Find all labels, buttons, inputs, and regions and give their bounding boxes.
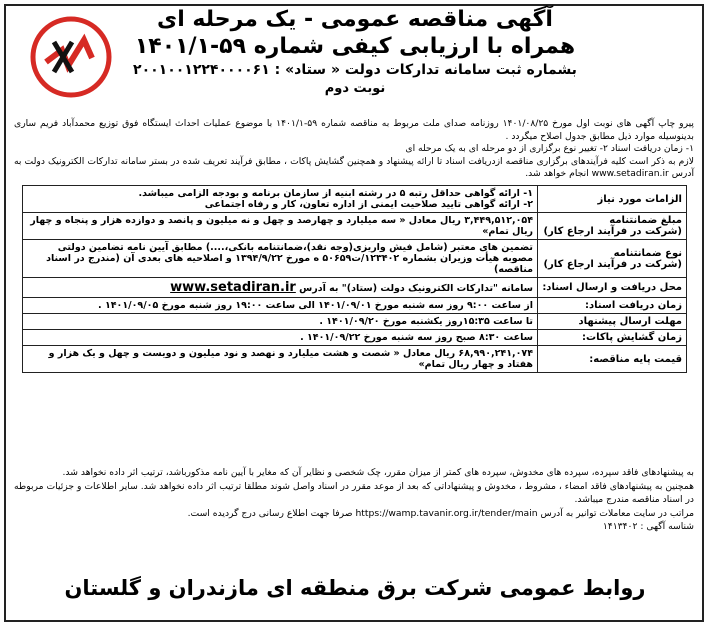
requirement-1: ۱- ارائه گواهی حداقل رتبه ۵ در رشته ابنیه از سازمان برنامه و بودجه الزامی میباشد.	[138, 188, 533, 199]
table-row	[23, 314, 687, 330]
row-value: ۳,۴۴۹,۵۱۲,۰۵۴ ریال معادل « سه میلیارد و چهارصد و چهل و نه میلیون و پانصد و دوازده هزار و پنجاه و چهار ریال تمام»	[23, 213, 538, 240]
intro-text	[14, 118, 694, 181]
row-label	[538, 240, 687, 278]
ad-subtitle: همراه با ارزیابی کیفی شماره ۵۹-۱۴۰۱/۱	[134, 34, 576, 59]
ad-title: آگهی مناقصه عمومی - یک مرحله ای	[157, 7, 553, 32]
row-value: از ساعت ۹:۰۰ روز سه شنبه مورخ ۱۴۰۱/۰۹/۰۱ الی ساعت ۱۹:۰۰ روز شنبه مورخ ۱۴۰۱/۰۹/۰۵ .	[23, 298, 538, 314]
notes	[14, 466, 694, 534]
row-label-main: نوع ضمانتنامه	[613, 247, 682, 259]
table-row	[23, 298, 687, 314]
note-tavanir-site: مراتب در سایت معاملات توانیر به آدرس https://wamp.tavanir.org.ir/tender/main صرفا جهت اطلاع رسانی درج گردیده است.	[187, 507, 694, 519]
public-relations-footer: روابط عمومی شرکت برق منطقه ای مازندران و گلستان	[64, 576, 646, 600]
intro-note: لازم به ذکر است کلیه فرآیندهای برگزاری مناقصه ازدریافت اسناد تا ارائه پیشنهاد و همچنین گشایش پاکات ، مطابق فرآیند تعریف شده در بستر سامانه تدارکات الکترونیک دولت به آدرس www.setadiran.ir انجام خواهد شد.	[14, 155, 694, 179]
table-row	[23, 186, 687, 213]
row-label: زمان گشایش پاکات:	[538, 330, 687, 346]
tender-details-table	[22, 185, 687, 373]
ad-header	[120, 6, 590, 98]
row-value: ساعت ۸:۳۰ صبح روز سه شنبه مورخ ۱۴۰۱/۰۹/۲۲ .	[23, 330, 538, 346]
row-label-sub: (شرکت در فرآیند ارجاع کار)	[543, 258, 682, 270]
row-value: ۶۸,۹۹۰,۲۴۱,۰۷۴ ریال معادل « شصت و هشت میلیارد و نهصد و نود میلیون و دویست و چهل و یک هزار و هفتاد و چهار ریال تمام»	[23, 346, 538, 373]
row-value	[23, 186, 538, 213]
intro-changes: ۱- زمان دریافت اسناد ۲- تغییر نوع برگزاری از دو مرحله ای به یک مرحله ای	[405, 143, 694, 154]
row-label	[538, 213, 687, 240]
power-utility-logo-icon	[28, 14, 114, 100]
row-value: تضمین های معتبر (شامل فیش واریزی(وجه نقد)،ضمانتنامه بانکی،....) مطابق آیین نامه تضامین دولتی مصوبه هیأت وزیران بشماره ۱۲۳۴۰۲/ت۵۰۶۵۹ ه مورخ ۱۳۹۴/۹/۲۲ و اصلاحیه های بعدی آن (مندرج در اسناد مناقصه)	[23, 240, 538, 278]
row-label: زمان دریافت اسناد:	[538, 298, 687, 314]
docs-location-text: سامانه "تدارکات الکترونیک دولت (ستاد)" به آدرس	[299, 283, 533, 294]
note-rejections: همچنین به پیشنهادهای فاقد امضاء ، مشروط ، مخدوش و پیشنهاداتی که بعد از موعد مقرر در اسناد واصل شوند مطلقا ترتیب اثر داده نخواهد شد. سایر اطلاعات و جزئیات مربوطه در اسناد مناقصه مندرج میباشد.	[14, 480, 694, 505]
table-row	[23, 278, 687, 298]
note-deposit: به پیشنهادهای فاقد سپرده، سپرده های مخدوش، سپرده های کمتر از میزان مقرر، چک شخصی و نظایر آن که مغایر با آیین نامه مذکورباشد، ترتیب اثر داده نخواهد شد.	[62, 467, 694, 478]
row-label: مهلت ارسال پیشنهاد	[538, 314, 687, 330]
intro-paragraph: پیرو چاپ آگهی های نوبت اول مورخ ۱۴۰۱/۰۸/۲۵ روزنامه صدای ملت مربوط به مناقصه شماره ۵۹-۱۴۰۱/۱ با موضوع عملیات احداث ایستگاه فوق توزیع محمدآباد فریم ساری بدینوسیله موارد ذیل مطابق جدول اصلاح میگردد .	[14, 118, 694, 142]
row-value: تا ساعت ۱۵:۳۵روز یکشنبه مورخ ۱۴۰۱/۰۹/۲۰ .	[23, 314, 538, 330]
row-label: الزامات مورد نیاز	[538, 186, 687, 213]
table-row	[23, 346, 687, 373]
table-row	[23, 213, 687, 240]
registration-number: بشماره ثبت سامانه تدارکات دولت « ستاد» : ۲۰۰۱۰۰۱۲۲۴۰۰۰۰۶۱	[133, 62, 577, 78]
table-row	[23, 330, 687, 346]
row-value	[23, 278, 538, 298]
row-label: محل دریافت و ارسال اسناد:	[538, 278, 687, 298]
row-label-main: مبلغ ضمانتنامه	[609, 215, 682, 226]
publication-round: نوبت دوم	[324, 81, 386, 96]
row-label: قیمت پایه مناقصه:	[538, 346, 687, 373]
row-label-sub: (شرکت در فرآیند ارجاع کار)	[543, 226, 682, 237]
note-ad-id: شناسه آگهی : ۱۴۱۳۴۰۲	[602, 521, 694, 532]
table-row	[23, 240, 687, 278]
setad-link[interactable]: www.setadiran.ir	[170, 280, 296, 295]
requirement-2: ۲- ارائه گواهی تایید صلاحیت ایمنی از اداره تعاون، کار و رفاه اجتماعی	[204, 199, 533, 210]
